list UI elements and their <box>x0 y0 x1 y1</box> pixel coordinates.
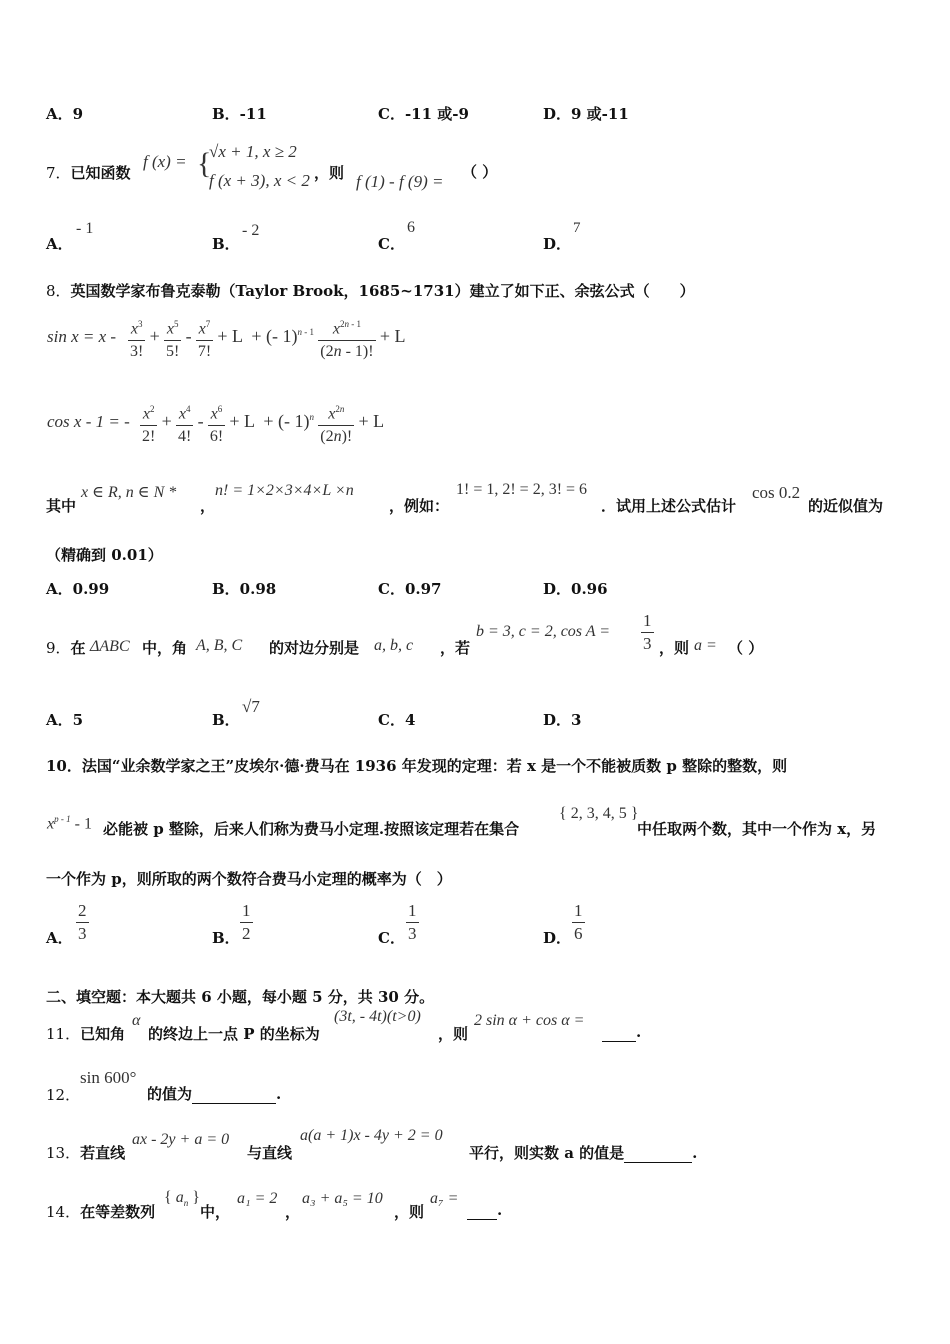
q14-cond2: a₃ + a₅ = 10 <box>302 1190 383 1207</box>
q11-text-b: 的终边上一点 P 的坐标为 <box>148 1025 320 1043</box>
q10-line3: 一个作为 p，则所取的两个数符合费马小定理的概率为（ ） <box>46 870 452 888</box>
q11-point: (3t, - 4t)(t>0) <box>334 1008 421 1025</box>
q11-text-c: ，则 <box>438 1025 469 1043</box>
q9-ask: a = <box>694 637 717 654</box>
q7-expr: f (1) - f (9) = <box>356 172 444 191</box>
q8-sin-lhs: sin x = x - <box>47 327 117 346</box>
q6-option-b: B．-11 <box>212 105 267 123</box>
q9-paren: （ ） <box>728 639 764 657</box>
q14-sequence: { $a_n$ } <box>164 1189 200 1209</box>
q8-where-lead: 其中 <box>46 497 77 515</box>
q10-value-c: $\frac{1}{3}$ <box>408 901 417 943</box>
q10-line1: 10．法国“业余数学家之王”皮埃尔·德·费马在 1936 年发现的定理：若 x 是一个不能被质数 p 整除的整数，则 <box>46 757 788 775</box>
q9-triangle: ΔABC <box>90 638 130 655</box>
q7-value-a: - 1 <box>76 220 94 237</box>
q7-value-c: 6 <box>407 219 415 236</box>
q13-line2: a(a + 1)x - 4y + 2 = 0 <box>300 1127 443 1144</box>
q8-eg: ，例如： <box>389 497 450 515</box>
q13-text-c: 平行，则实数 a 的值是 . <box>469 1144 698 1162</box>
q10-option-c: C． <box>378 929 405 947</box>
q7-then: ，则 <box>314 164 345 182</box>
q14-answer-blank: . <box>467 1201 502 1220</box>
q7-paren: （ ） <box>462 163 498 181</box>
q7-option-b: B． <box>212 235 240 253</box>
q14-comma: ， <box>285 1203 301 1221</box>
q12-num: 12． <box>46 1086 81 1104</box>
q8-estimate: ．试用上述公式估计 <box>601 497 737 515</box>
q6-option-a: A．9 <box>46 105 84 123</box>
q9-given: b = 3, c = 2, cos A = <box>476 623 611 640</box>
q8-where-xr: x ∈ R, n ∈ N * <box>81 484 177 501</box>
q9-mid2: 的对边分别是 <box>269 639 360 657</box>
q11-stem: 11．已知角 <box>46 1025 126 1043</box>
q7-option-c: C． <box>378 235 405 253</box>
q12-text: 的值为 . <box>147 1085 282 1103</box>
q8-stem: 8．英国数学家布鲁克泰勒（Taylor Brook，1685~1731）建立了如下正、余弦公式（ ） <box>46 282 695 300</box>
q14-cond1: a₁ = 2 <box>237 1190 278 1207</box>
q14-text-c: ，则 <box>394 1203 425 1221</box>
q10-set: { 2, 3, 4, 5 } <box>559 805 639 822</box>
q10-option-b: B． <box>212 929 240 947</box>
q9-if: ，若 <box>440 639 471 657</box>
q7-case1: √x + 1, x ≥ 2 <box>209 142 297 161</box>
q13-stem: 13．若直线 <box>46 1144 126 1162</box>
q11-expr: 2 sin α + cos α = <box>474 1012 585 1029</box>
q9-sides: a, b, c <box>374 637 414 654</box>
q10-value-a: $\frac{2}{3}$ <box>78 901 87 943</box>
q14-stem: 14．在等差数列 <box>46 1203 156 1221</box>
q13-text-b: 与直线 <box>247 1144 293 1162</box>
q8-approx: 的近似值为 <box>808 497 884 515</box>
q9-option-b: B． <box>212 711 240 729</box>
q7-brace: { <box>197 147 212 180</box>
q9-option-a: A．5 <box>46 711 84 729</box>
q8-cos-formula: $\frac{x^2}{2!}$ + $\frac{x^4}{4!}$ - $\frac{x^6}{6!}$ + L + (- 1)$^n$ $\frac{x^{2n}}{(2n)!}$ + L <box>140 398 384 448</box>
q8-cos-lhs: cos x - 1 = - <box>47 412 130 431</box>
q10-line2b: 中任取两个数，其中一个作为 x，另 <box>637 820 877 838</box>
q8-option-c: C．0.97 <box>378 580 442 598</box>
q6-option-c: C．-11 或-9 <box>378 105 469 123</box>
q8-option-a: A．0.99 <box>46 580 110 598</box>
q14-text-b: 中， <box>200 1203 231 1221</box>
q10-expr: $x^{p - 1} - 1$ <box>47 814 92 833</box>
q14-ask: a₇ = <box>430 1190 459 1207</box>
q9-then: ，则 <box>659 639 690 657</box>
q8-cos02: cos 0.2 <box>752 483 801 502</box>
q7-value-b: - 2 <box>242 222 260 239</box>
q9-fraction: $\frac{1}{3}$ <box>643 611 652 653</box>
q8-eg-values: 1! = 1, 2! = 2, 3! = 6 <box>456 481 588 498</box>
q10-option-a: A． <box>46 929 73 947</box>
q9-option-d: D．3 <box>543 711 582 729</box>
q8-sin-formula: $\frac{x^3}{3!}$ + $\frac{x^5}{5!}$ - $\frac{x^7}{7!}$ + L + (- 1)$^{n - 1}$ $\frac{x^{2n - 1}}{(2n - 1)!}$ + L <box>128 313 405 363</box>
q9-mid: 中，角 <box>142 639 188 657</box>
q8-where-fact: n! = 1×2×3×4×L ×n <box>215 482 354 499</box>
q7-option-a: A． <box>46 235 73 253</box>
q13-line1: ax - 2y + a = 0 <box>132 1131 230 1148</box>
q8-option-b: B．0.98 <box>212 580 277 598</box>
q8-option-d: D．0.96 <box>543 580 608 598</box>
q10-line2a: 必能被 p 整除，后来人们称为费马小定理.按照该定理若在集合 <box>103 820 520 838</box>
q10-value-d: $\frac{1}{6}$ <box>574 901 583 943</box>
q8-comma: ， <box>200 497 216 515</box>
q9-angles: A, B, C <box>196 637 243 654</box>
q8-precision: （精确到 0.01） <box>46 546 163 564</box>
q7-f-lhs: f (x) = <box>143 152 187 171</box>
q10-option-d: D． <box>543 929 572 947</box>
q11-answer-blank: . <box>602 1023 641 1042</box>
q9-option-c: C．4 <box>378 711 416 729</box>
q12-expr: sin 600° <box>80 1068 137 1087</box>
q9-stem: 9．在 <box>46 639 86 657</box>
q7-option-d: D． <box>543 235 572 253</box>
q11-alpha: α <box>132 1012 141 1029</box>
q10-value-b: $\frac{1}{2}$ <box>242 901 251 943</box>
q7-stem: 7．已知函数 <box>46 164 131 182</box>
q9-value-b: √7 <box>242 697 260 716</box>
q6-option-d: D．9 或-11 <box>543 105 629 123</box>
section2-title: 二、填空题：本大题共 6 小题，每小题 5 分，共 30 分。 <box>46 988 435 1006</box>
q7-value-d: 7 <box>573 220 581 236</box>
q7-case2: f (x + 3), x < 2 <box>209 171 310 190</box>
